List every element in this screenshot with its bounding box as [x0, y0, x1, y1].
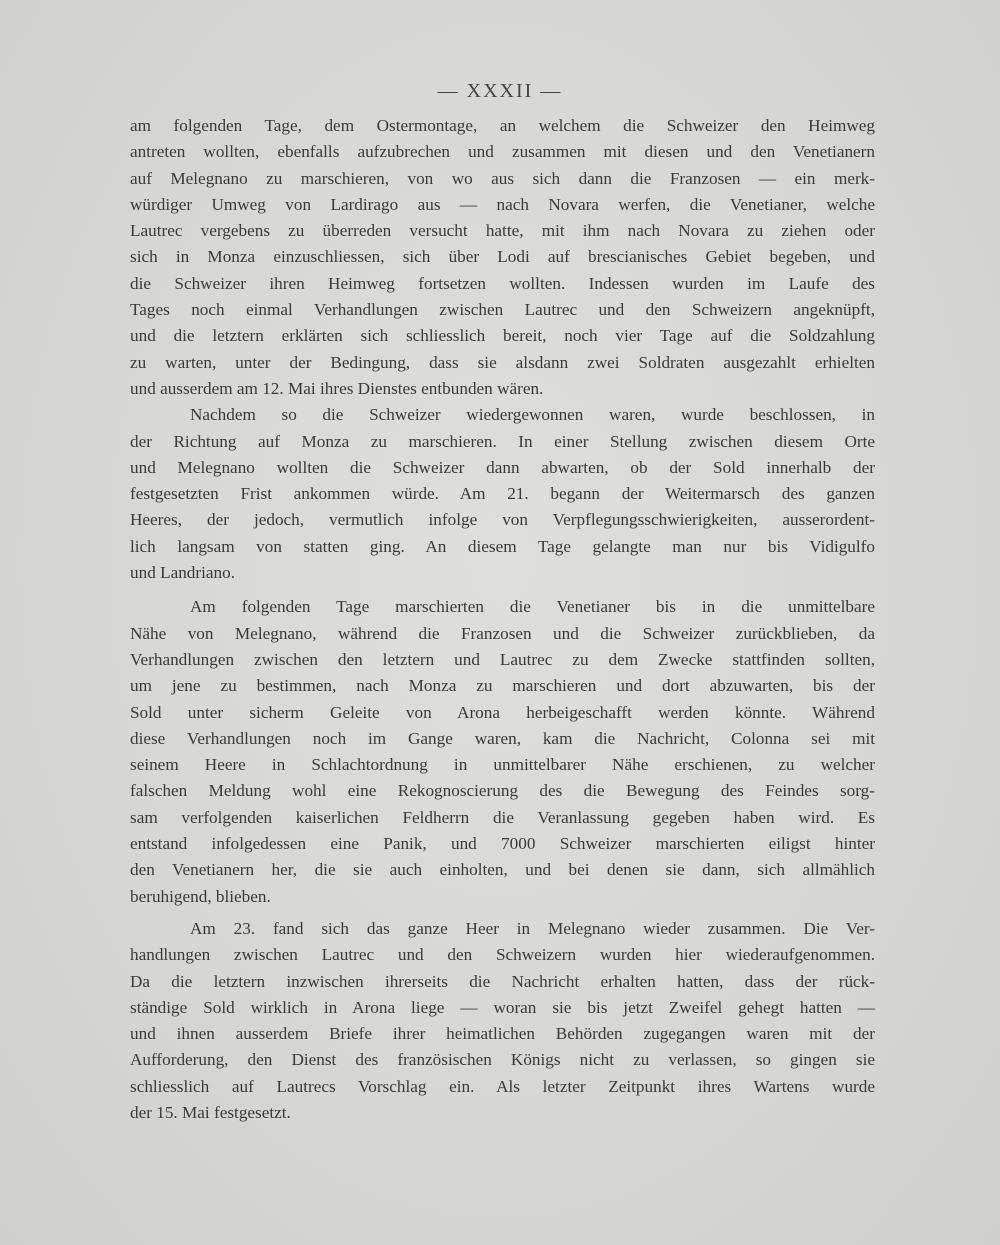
paragraph-3 [130, 594, 875, 910]
text-line: Am folgenden Tage marschierten die Venetianer bis in die unmittelbare [190, 597, 875, 617]
text-line: und ausserdem am 12. Mai ihres Dienstes entbunden wären. [130, 378, 544, 398]
text-line: beruhigend, blieben. [130, 886, 271, 906]
text-line: zu warten, unter der Bedingung, dass sie alsdann zwei Soldraten ausgezahlt erhielten [130, 352, 875, 372]
text-line: Da die letztern inzwischen ihrerseits die Nachricht erhalten hatten, dass der rück- [130, 971, 875, 991]
text-line: diese Verhandlungen noch im Gange waren, kam die Nachricht, Colonna sei mit [130, 728, 875, 748]
text-line: schliesslich auf Lautrecs Vorschlag ein. Als letzter Zeitpunkt ihres Wartens wurde [130, 1076, 875, 1096]
text-line: Lautrec vergebens zu überreden versucht hatte, mit ihm nach Novara zu ziehen oder [130, 221, 875, 241]
text-line: Nähe von Melegnano, während die Franzosen und die Schweizer zurückblieben, da [130, 623, 875, 643]
text-line: und Melegnano wollten die Schweizer dann abwarten, ob der Sold innerhalb der [130, 457, 875, 477]
text-line: die Schweizer ihren Heimweg fortsetzen wollten. Indessen wurden im Laufe des [130, 273, 875, 293]
text-line: Verhandlungen zwischen den letztern und Lautrec zu dem Zwecke stattfinden sollten, [130, 649, 875, 669]
text-line: Aufforderung, den Dienst des französischen Königs nicht zu verlassen, so gingen sie [130, 1050, 875, 1070]
text-line: antreten wollten, ebenfalls aufzubrechen und zusammen mit diesen und den Venetianern [130, 142, 875, 162]
text-line: und Landriano. [130, 563, 236, 583]
text-line: auf Melegnano zu marschieren, von wo aus sich dann die Franzosen — ein merk- [130, 168, 875, 188]
text-line: sich in Monza einzuschliessen, sich über Lodi auf brescianisches Gebiet begeben, und [130, 247, 875, 267]
paragraph-2 [130, 402, 875, 586]
paragraph-1 [130, 113, 875, 402]
body-text [130, 113, 875, 1126]
text-line: würdiger Umweg von Lardirago aus — nach Novara werfen, die Venetianer, welche [130, 194, 875, 214]
text-line: um jene zu bestimmen, nach Monza zu marschieren und dort abzuwarten, bis der [130, 676, 875, 696]
text-line: am folgenden Tage, dem Ostermontage, an welchem die Schweizer den Heimweg [130, 116, 875, 135]
text-line: lich langsam von statten ging. An diesem Tage gelangte man nur bis Vidigulfo [130, 536, 875, 556]
text-line: und die letztern erklärten sich schliesslich bereit, noch vier Tage auf die Soldzahlung [130, 326, 875, 346]
text-line: handlungen zwischen Lautrec und den Schweizern wurden hier wiederaufgenommen. [130, 945, 875, 965]
text-line: der Richtung auf Monza zu marschieren. In einer Stellung zwischen diesem Orte [130, 431, 875, 451]
text-line: den Venetianern her, die sie auch einholten, und bei denen sie dann, sich allmählich [130, 860, 875, 880]
page-number: — XXXII — [437, 80, 563, 102]
text-line: Sold unter sicherm Geleite von Arona herbeigeschafft werden könnte. Während [130, 702, 875, 722]
paragraph-4 [130, 916, 875, 1126]
text-line: Nachdem so die Schweizer wiedergewonnen waren, wurde beschlossen, in [190, 405, 875, 425]
text-line: ständige Sold wirklich in Arona liege — woran sie bis jetzt Zweifel gehegt hatten — [130, 997, 875, 1017]
text-line: festgesetzten Frist ankommen würde. Am 21. begann der Weitermarsch des ganzen [130, 484, 875, 504]
text-line: Tages noch einmal Verhandlungen zwischen Lautrec und den Schweizern angeknüpft, [130, 300, 875, 320]
text-line: der 15. Mai festgesetzt. [130, 1102, 291, 1122]
text-line: Heeres, der jedoch, vermutlich infolge von Verpflegungsschwierigkeiten, ausserordent- [130, 510, 875, 530]
text-line: und ihnen ausserdem Briefe ihrer heimatlichen Behörden zugegangen waren mit der [130, 1024, 875, 1044]
text-line: falschen Meldung wohl eine Rekognoscierung des die Bewegung des Feindes sorg- [130, 781, 875, 801]
text-line: entstand infolgedessen eine Panik, und 7000 Schweizer marschierten eiligst hinter [130, 834, 875, 854]
text-line: seinem Heere in Schlachtordnung in unmittelbarer Nähe erschienen, zu welcher [130, 755, 875, 775]
text-line: sam verfolgenden kaiserlichen Feldherrn die Veranlassung gegeben haben wird. Es [130, 807, 875, 827]
text-line: Am 23. fand sich das ganze Heer in Melegnano wieder zusammen. Die Ver- [190, 918, 875, 938]
